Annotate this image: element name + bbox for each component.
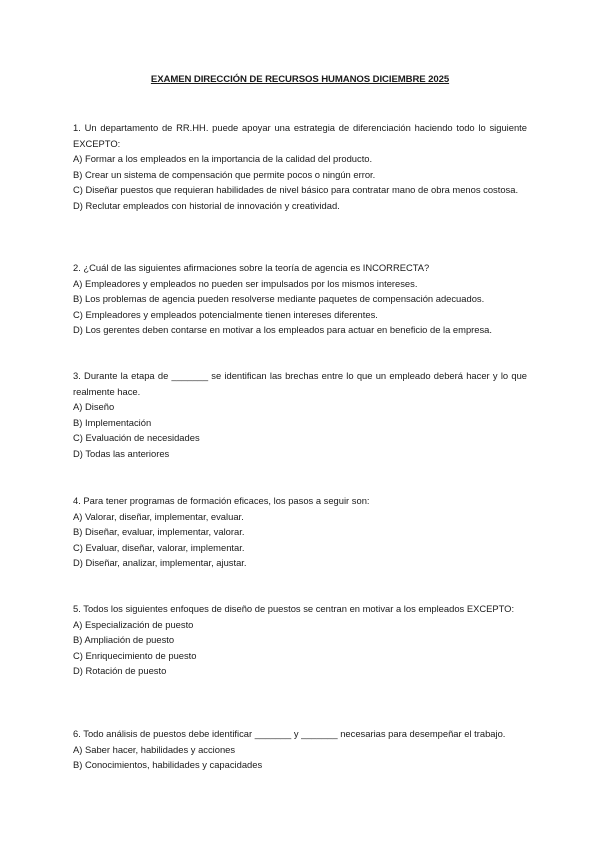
question-stem: 2. ¿Cuál de las siguientes afirmaciones sobre la teoría de agencia es INCORRECTA? — [73, 262, 430, 273]
answer-option-a: A) Valorar, diseñar, implementar, evaluar. — [73, 510, 244, 522]
question-6 — [73, 726, 527, 773]
question-stem: 6. Todo análisis de puestos debe identificar _______ y _______ necesarias para desempeñar el trabajo. — [73, 728, 506, 739]
answer-option-b: B) Ampliación de puesto — [73, 634, 175, 646]
answer-option-b: B) Los problemas de agencia pueden resolverse mediante paquetes de compensación adecuados. — [73, 293, 485, 305]
answer-option-a: A) Diseño — [73, 401, 115, 413]
answer-option-b: B) Conocimientos, habilidades y capacidades — [73, 759, 263, 771]
answer-option-c: C) Evaluación de necesidades — [73, 432, 200, 444]
answer-option-b: B) Diseñar, evaluar, implementar, valorar. — [73, 526, 245, 538]
answer-option-c: C) Diseñar puestos que requieran habilidades de nivel básico para contratar mano de obra menos costosa. — [73, 184, 519, 196]
question-stem: 4. Para tener programas de formación eficaces, los pasos a seguir son: — [73, 495, 370, 506]
question-3 — [73, 368, 527, 462]
answer-option-a: A) Empleadores y empleados no pueden ser impulsados por los mismos intereses. — [73, 277, 418, 289]
answer-option-d: D) Los gerentes deben contarse en motivar a los empleados para actuar en beneficio de la empresa. — [73, 324, 492, 336]
question-2 — [73, 260, 527, 338]
answer-option-d: D) Rotación de puesto — [73, 665, 167, 677]
answer-option-a: A) Formar a los empleados en la importancia de la calidad del producto. — [73, 153, 373, 165]
answer-option-c: C) Evaluar, diseñar, valorar, implementar. — [73, 541, 245, 553]
answer-option-d: D) Todas las anteriores — [73, 447, 170, 459]
question-1 — [73, 120, 527, 214]
question-stem: 3. Durante la etapa de _______ se identifican las brechas entre lo que un empleado deberá hacer y lo que realmente hace. — [73, 370, 527, 397]
answer-option-c: C) Empleadores y empleados potencialmente tienen intereses diferentes. — [73, 308, 378, 320]
question-stem: 1. Un departamento de RR.HH. puede apoyar una estrategia de diferenciación haciendo todo lo siguiente EXCEPTO: — [73, 122, 527, 149]
answer-option-d: D) Diseñar, analizar, implementar, ajustar. — [73, 557, 247, 569]
answer-option-a: A) Saber hacer, habilidades y acciones — [73, 743, 236, 755]
answer-option-a: A) Especialización de puesto — [73, 618, 194, 630]
answer-option-b: B) Implementación — [73, 416, 152, 428]
answer-option-c: C) Enriquecimiento de puesto — [73, 649, 197, 661]
answer-option-b: B) Crear un sistema de compensación que permite pocos o ningún error. — [73, 168, 376, 180]
question-4 — [73, 493, 527, 571]
exam-title: EXAMEN DIRECCIÓN DE RECURSOS HUMANOS DICIEMBRE 2025 — [150, 74, 450, 85]
question-5 — [73, 601, 527, 679]
answer-option-d: D) Reclutar empleados con historial de innovación y creatividad. — [73, 199, 340, 211]
question-stem: 5. Todos los siguientes enfoques de diseño de puestos se centran en motivar a los empleados EXCEPTO: — [73, 603, 515, 614]
